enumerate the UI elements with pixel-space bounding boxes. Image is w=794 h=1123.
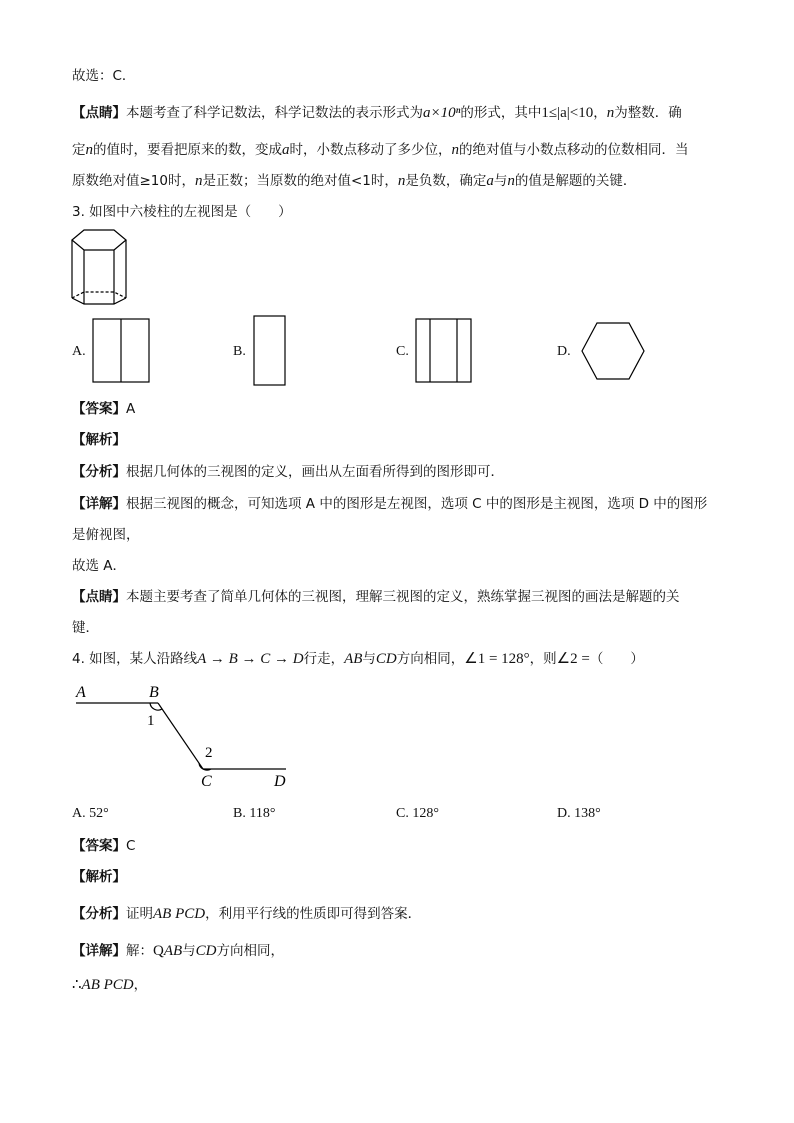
answer-value: C (126, 838, 136, 854)
analysis-label: 【解析】 (72, 432, 126, 448)
comment-text: 本题考查了科学记数法，科学记数法的表示形式为 (126, 105, 423, 121)
comment-text: 与 (493, 173, 508, 189)
q4-option-c: C. 128° (396, 806, 439, 821)
segment-cd: CD (375, 651, 397, 667)
q3-option-c-label: C. (396, 344, 409, 359)
detail-text: 是俯视图， (72, 527, 140, 543)
detail-text: ， (133, 977, 148, 993)
detail-4-line-2 (72, 976, 147, 994)
comment-text: 的绝对值与小数点移动的位数相同．当 (459, 142, 689, 158)
analysis-4 (72, 905, 421, 923)
analysis-text: 根据几何体的三视图的定义，画出从左面看所得到的图形即可． (126, 464, 504, 480)
parallel-formula: AB PCD (153, 906, 206, 922)
parallel-formula: AB PCD (81, 977, 134, 993)
q3-option-d-label: D. (557, 344, 571, 359)
question-3 (72, 203, 292, 221)
detail-4-line-1 (72, 942, 284, 960)
point-c-label: C (201, 773, 212, 790)
q4-option-a: A. 52° (72, 806, 109, 821)
formula: a×10ⁿ (423, 105, 461, 121)
route-formula: A → B → C → D (197, 651, 304, 667)
detail-3-line-2 (72, 526, 140, 544)
comment-3-line-2 (72, 619, 99, 637)
point-a-label: A (76, 684, 86, 701)
comment-line-1 (72, 104, 682, 122)
answer-3 (72, 400, 135, 418)
comment-line-3 (72, 172, 636, 190)
point-b-label: B (149, 684, 159, 701)
q4-option-b: B. 118° (233, 806, 276, 821)
because-symbol: Q (153, 943, 164, 959)
analysis-subhead: 【分析】 (72, 464, 126, 480)
answer-value: A (126, 401, 136, 417)
detail-text: 与 (182, 943, 196, 959)
question-4 (72, 650, 644, 668)
comment-text: 定 (72, 142, 86, 158)
angle-1-label: 1 (147, 713, 155, 729)
variable: a (282, 142, 290, 158)
detail-3-line-1 (72, 495, 707, 513)
segment-ab: AB (344, 651, 363, 667)
analysis-subhead: 【分析】 (72, 906, 126, 922)
detail-label: 【详解】 (72, 496, 126, 512)
analysis-4-heading (72, 868, 126, 886)
angle-1-given: ∠1 = 128° (464, 651, 530, 667)
variable: n (606, 105, 615, 121)
q3-option-c-figure (415, 318, 473, 384)
comment-label: 【点睛】 (72, 105, 126, 121)
comment-text: 为整数．确 (614, 105, 682, 121)
comment-label: 【点睛】 (72, 589, 126, 605)
detail-text: 解： (126, 943, 153, 959)
answer-label: 【答案】 (72, 401, 126, 417)
comment-text: ， (593, 105, 607, 121)
conclusion-line (72, 67, 135, 85)
comment-text: 键． (72, 620, 99, 636)
question-4-text: 与 (362, 651, 376, 667)
segment-cd: CD (195, 943, 217, 959)
conclusion-text: 故选 A． (72, 558, 127, 574)
conclusion-text: 故选：C． (72, 68, 136, 84)
q3-option-b-figure (253, 315, 287, 387)
analysis-text: ，利用平行线的性质即可得到答案． (205, 906, 422, 922)
comment-text: 时，小数点移动了多少位， (289, 142, 452, 158)
answer-label: 【答案】 (72, 838, 126, 854)
analysis-3 (72, 463, 504, 481)
prism-top-face (72, 230, 126, 250)
analysis-3-heading (72, 431, 126, 449)
variable: n (195, 173, 203, 189)
angle-2-label: 2 (205, 745, 213, 761)
comment-text: 的形式，其中 (460, 105, 542, 121)
analysis-text: 证明 (126, 906, 153, 922)
hexagonal-prism-figure (68, 226, 132, 308)
formula: 1≤|a|<10 (541, 105, 594, 121)
variable: a (486, 173, 494, 189)
question-4-text: （ ） (589, 651, 644, 667)
variable: n (85, 142, 93, 158)
comment-text: 是负数，确定 (405, 173, 487, 189)
detail-text: 方向相同， (216, 943, 285, 959)
comment-text: 原数绝对值≥10时， (72, 173, 195, 189)
answer-4 (72, 837, 135, 855)
q3-option-a-label: A. (72, 344, 86, 359)
question-4-text: ，则 (529, 651, 557, 667)
comment-line-2 (72, 141, 689, 159)
route-figure (70, 680, 300, 792)
point-d-label: D (274, 773, 286, 790)
analysis-label: 【解析】 (72, 869, 126, 885)
question-4-text: 4. 如图，某人沿路线 (72, 651, 198, 667)
q3-option-d-figure (580, 320, 646, 382)
segment-ab: AB (163, 943, 183, 959)
question-4-text: 行走， (303, 651, 345, 667)
variable: n (451, 142, 459, 158)
therefore-symbol: ∴ (72, 977, 82, 993)
comment-text: 是正数；当原数的绝对值<1时， (202, 173, 398, 189)
comment-text: 的值时，要看把原来的数，变成 (93, 142, 282, 158)
q3-option-b-label: B. (233, 344, 246, 359)
variable: n (397, 173, 406, 189)
comment-3-line-1 (72, 588, 680, 606)
question-3-text: 3. 如图中六棱柱的左视图是（ ） (72, 204, 292, 220)
comment-text: 本题主要考查了简单几何体的三视图，理解三视图的定义，熟练掌握三视图的画法是解题的关 (126, 589, 680, 605)
question-4-text: 方向相同， (396, 651, 465, 667)
comment-text: 的值是解题的关键． (514, 173, 637, 189)
detail-label: 【详解】 (72, 943, 126, 959)
variable: n (507, 173, 515, 189)
conclusion-3 (72, 557, 126, 575)
q3-option-a-figure (92, 318, 152, 384)
angle-2-ask: ∠2 = (556, 651, 590, 667)
q4-option-d: D. 138° (557, 806, 601, 821)
detail-text: 根据三视图的概念，可知选项 A 中的图形是左视图，选项 C 中的图形是主视图，选项 D 中的图形 (126, 496, 708, 512)
